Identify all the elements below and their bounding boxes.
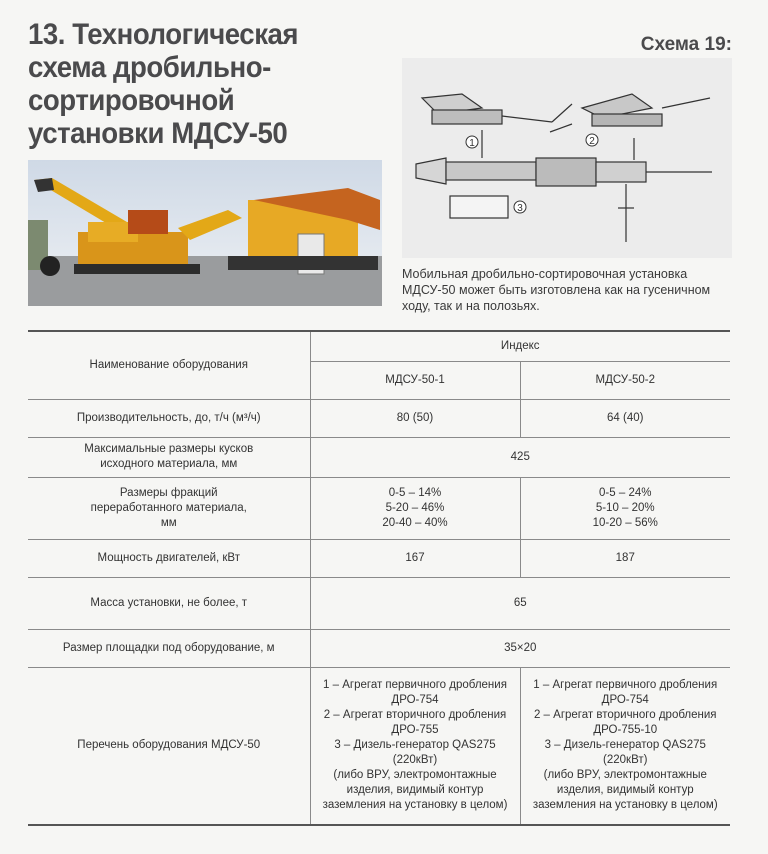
row-value-1: 80 (50) bbox=[310, 399, 520, 437]
marker-2: 2 bbox=[589, 136, 595, 147]
specs-table bbox=[28, 330, 730, 826]
marker-3: 3 bbox=[517, 203, 523, 214]
equipment-photo bbox=[28, 160, 382, 306]
row-value-1: 1 – Агрегат первичного дробления ДРО-754 2 – Агрегат вторичного дробления ДРО-755 3 – Дизель-генератор QAS275 (220кВт) (либо ВРУ, электромонтажные изделия, видимый контур заземления на установку в целом) bbox=[310, 667, 520, 825]
table-row bbox=[28, 477, 730, 539]
header-col1: МДСУ-50-1 bbox=[310, 361, 520, 399]
row-value-1: 167 bbox=[310, 539, 520, 577]
row-value-2: 0-5 – 24% 5-10 – 20% 10-20 – 56% bbox=[520, 477, 730, 539]
header-col2: МДСУ-50-2 bbox=[520, 361, 730, 399]
table-row bbox=[28, 399, 730, 437]
row-value-2: 187 bbox=[520, 539, 730, 577]
row-label: Размеры фракций переработанного материала, мм bbox=[28, 477, 310, 539]
layout-diagram bbox=[402, 58, 732, 258]
table-row bbox=[28, 539, 730, 577]
row-label: Производительность, до, т/ч (м³/ч) bbox=[28, 399, 310, 437]
row-value-1: 0-5 – 14% 5-20 – 46% 20-40 – 40% bbox=[310, 477, 520, 539]
row-value-2: 1 – Агрегат первичного дробления ДРО-754 2 – Агрегат вторичного дробления ДРО-755-10 3 – Дизель-генератор QAS275 (220кВт) (либо ВРУ, электромонтажные изделия, видимый контур заземления на установку в целом) bbox=[520, 667, 730, 825]
row-label: Максимальные размеры кусков исходного материала, мм bbox=[28, 437, 310, 477]
row-label: Мощность двигателей, кВт bbox=[28, 539, 310, 577]
table-row bbox=[28, 667, 730, 825]
marker-1: 1 bbox=[469, 138, 475, 149]
page-title: 13. Технологическая схема дробильно-сортировочной установки МДСУ-50 bbox=[28, 18, 299, 150]
table-row bbox=[28, 437, 730, 477]
header-name: Наименование оборудования bbox=[28, 331, 310, 399]
row-value: 65 bbox=[310, 577, 730, 629]
scheme-label: Схема 19: bbox=[640, 34, 732, 55]
row-value: 35×20 bbox=[310, 629, 730, 667]
row-label: Перечень оборудования МДСУ-50 bbox=[28, 667, 310, 825]
table-row bbox=[28, 629, 730, 667]
row-value-2: 64 (40) bbox=[520, 399, 730, 437]
row-value: 425 bbox=[310, 437, 730, 477]
row-label: Размер площадки под оборудование, м bbox=[28, 629, 310, 667]
scheme-drawing bbox=[402, 58, 732, 258]
crusher-plant-illustration bbox=[28, 160, 382, 306]
header-index: Индекс bbox=[310, 331, 730, 361]
scheme-caption: Мобильная дробильно-сортировочная установка МДСУ-50 может быть изготовлена как на гусеничном ходу, так и на полозьях. bbox=[402, 267, 711, 313]
table-row bbox=[28, 577, 730, 629]
row-label: Масса установки, не более, т bbox=[28, 577, 310, 629]
